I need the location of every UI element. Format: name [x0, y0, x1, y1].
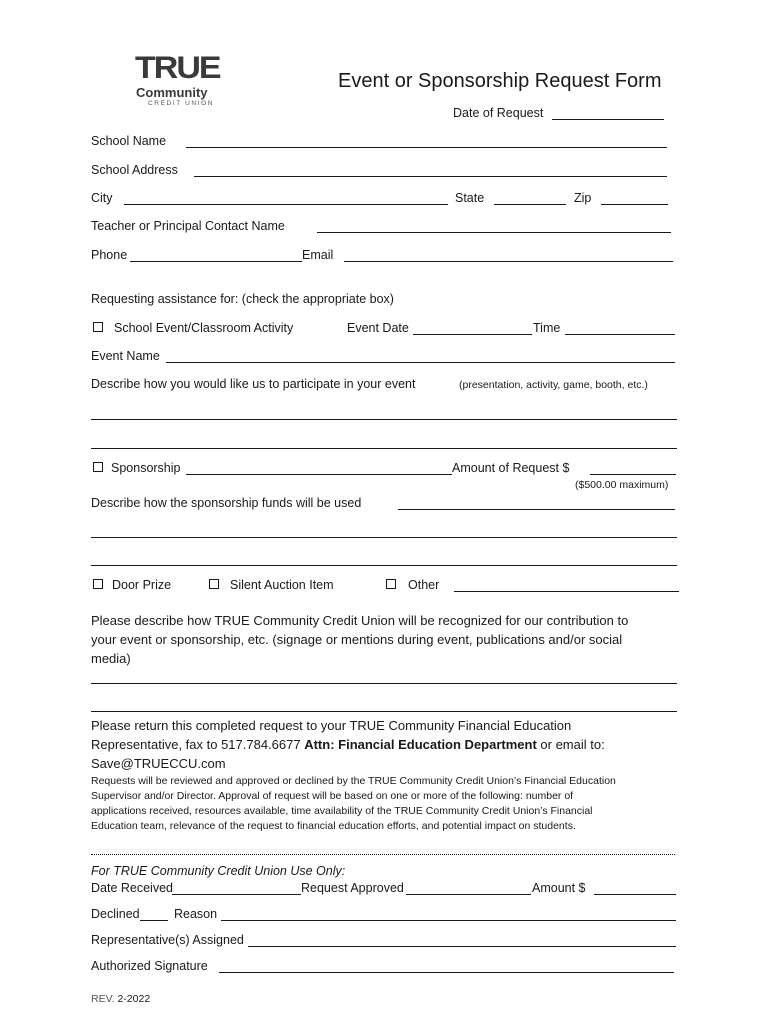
logo-credit-union: CREDIT UNION — [148, 100, 215, 107]
authorized-signature-label: Authorized Signature — [91, 959, 208, 973]
return-line-2 — [91, 736, 605, 755]
contact-name-field[interactable] — [317, 232, 671, 233]
participation-examples: (presentation, activity, game, booth, etc.) — [459, 379, 648, 391]
school-event-checkbox[interactable] — [93, 322, 103, 332]
sponsorship-label: Sponsorship — [111, 461, 181, 475]
logo-community: Community — [136, 85, 208, 100]
date-received-label: Date Received — [91, 881, 173, 895]
school-name-label: School Name — [91, 134, 167, 148]
request-heading: Requesting assistance for: (check the appropriate box) — [91, 292, 394, 306]
zip-label: Zip — [574, 191, 592, 205]
reason-field[interactable] — [221, 920, 676, 921]
describe-participation-label: Describe how you would like us to participate in your event — [91, 377, 416, 391]
date-of-request-label: Date of Request — [453, 106, 544, 120]
review-line-2: Supervisor and/or Director. Approval of request will be based on one or more of the following: number of — [91, 790, 574, 802]
event-date-field[interactable] — [413, 334, 532, 335]
recognition-line-field-2[interactable] — [91, 711, 677, 712]
other-field[interactable] — [454, 591, 679, 592]
sponsorship-checkbox[interactable] — [93, 462, 103, 472]
state-label: State — [455, 191, 485, 205]
phone-field[interactable] — [130, 261, 302, 262]
zip-field[interactable] — [601, 204, 668, 205]
return-email-prefix: or email to: — [536, 737, 605, 752]
date-received-field[interactable] — [172, 894, 301, 895]
return-line-1: Please return this completed request to your TRUE Community Financial Education — [91, 718, 572, 733]
amount-label: Amount $ — [532, 881, 586, 895]
city-field[interactable] — [124, 204, 448, 205]
representatives-label: Representative(s) Assigned — [91, 933, 244, 947]
amount-field[interactable] — [594, 894, 676, 895]
logo-wordmark: TRUE — [135, 50, 220, 86]
event-name-field[interactable] — [166, 362, 675, 363]
review-line-4: Education team, relevance of the request to financial education efforts, and potential impact on students. — [91, 820, 576, 832]
city-label: City — [91, 191, 113, 205]
request-approved-label: Request Approved — [301, 881, 404, 895]
revision-label: REV. — [91, 993, 115, 1005]
participation-line-1[interactable] — [91, 419, 677, 420]
contact-name-label: Teacher or Principal Contact Name — [91, 219, 285, 233]
school-address-field[interactable] — [194, 176, 667, 177]
email-label: Email — [302, 248, 334, 262]
form-title: Event or Sponsorship Request Form — [338, 70, 662, 92]
recognition-line-2: your event or sponsorship, etc. (signage or mentions during event, publications and/or social — [91, 632, 623, 647]
authorized-signature-field[interactable] — [219, 972, 674, 973]
max-amount-note: ($500.00 maximum) — [575, 479, 669, 491]
declined-field[interactable] — [140, 920, 168, 921]
other-checkbox[interactable] — [386, 579, 396, 589]
office-use-heading: For TRUE Community Credit Union Use Only: — [91, 864, 346, 878]
revision — [91, 992, 150, 1006]
participation-line-2[interactable] — [91, 448, 677, 449]
revision-value: 2-2022 — [117, 993, 151, 1005]
review-line-1: Requests will be reviewed and approved or declined by the TRUE Community Credit Union’s Financial Education — [91, 775, 616, 787]
school-event-label: School Event/Classroom Activity — [114, 321, 294, 335]
date-of-request-field[interactable] — [552, 119, 664, 120]
describe-funds-field[interactable] — [398, 509, 675, 510]
declined-label: Declined — [91, 907, 140, 921]
door-prize-checkbox[interactable] — [93, 579, 103, 589]
recognition-line-3: media) — [91, 651, 131, 666]
recognition-line-1: Please describe how TRUE Community Credit Union will be recognized for our contribution to — [91, 613, 629, 628]
representatives-field[interactable] — [248, 946, 676, 947]
email-field[interactable] — [344, 261, 673, 262]
describe-funds-label: Describe how the sponsorship funds will be used — [91, 496, 362, 510]
amount-of-request-label: Amount of Request $ — [452, 461, 570, 475]
silent-auction-checkbox[interactable] — [209, 579, 219, 589]
request-approved-field[interactable] — [406, 894, 531, 895]
other-label: Other — [408, 578, 440, 592]
cut-divider — [91, 854, 675, 855]
recognition-line-field-1[interactable] — [91, 683, 677, 684]
return-fax: Representative, fax to 517.784.6677 — [91, 737, 305, 752]
amount-of-request-field[interactable] — [590, 474, 676, 475]
event-name-label: Event Name — [91, 349, 160, 363]
phone-label: Phone — [91, 248, 128, 262]
sponsorship-field[interactable] — [186, 474, 452, 475]
return-attn: Attn: Financial Education Department — [304, 737, 537, 752]
event-date-label: Event Date — [347, 321, 409, 335]
state-field[interactable] — [494, 204, 566, 205]
funds-line-2[interactable] — [91, 565, 677, 566]
school-address-label: School Address — [91, 163, 178, 177]
school-name-field[interactable] — [186, 147, 667, 148]
reason-label: Reason — [174, 907, 218, 921]
silent-auction-label: Silent Auction Item — [230, 578, 334, 592]
time-field[interactable] — [565, 334, 675, 335]
time-label: Time — [533, 321, 561, 335]
return-email: Save@TRUECCU.com — [91, 756, 226, 771]
funds-line-1[interactable] — [91, 537, 677, 538]
door-prize-label: Door Prize — [112, 578, 172, 592]
review-line-3: applications received, resources available, time availability of the TRUE Community Credit Union’s Financial — [91, 805, 593, 817]
